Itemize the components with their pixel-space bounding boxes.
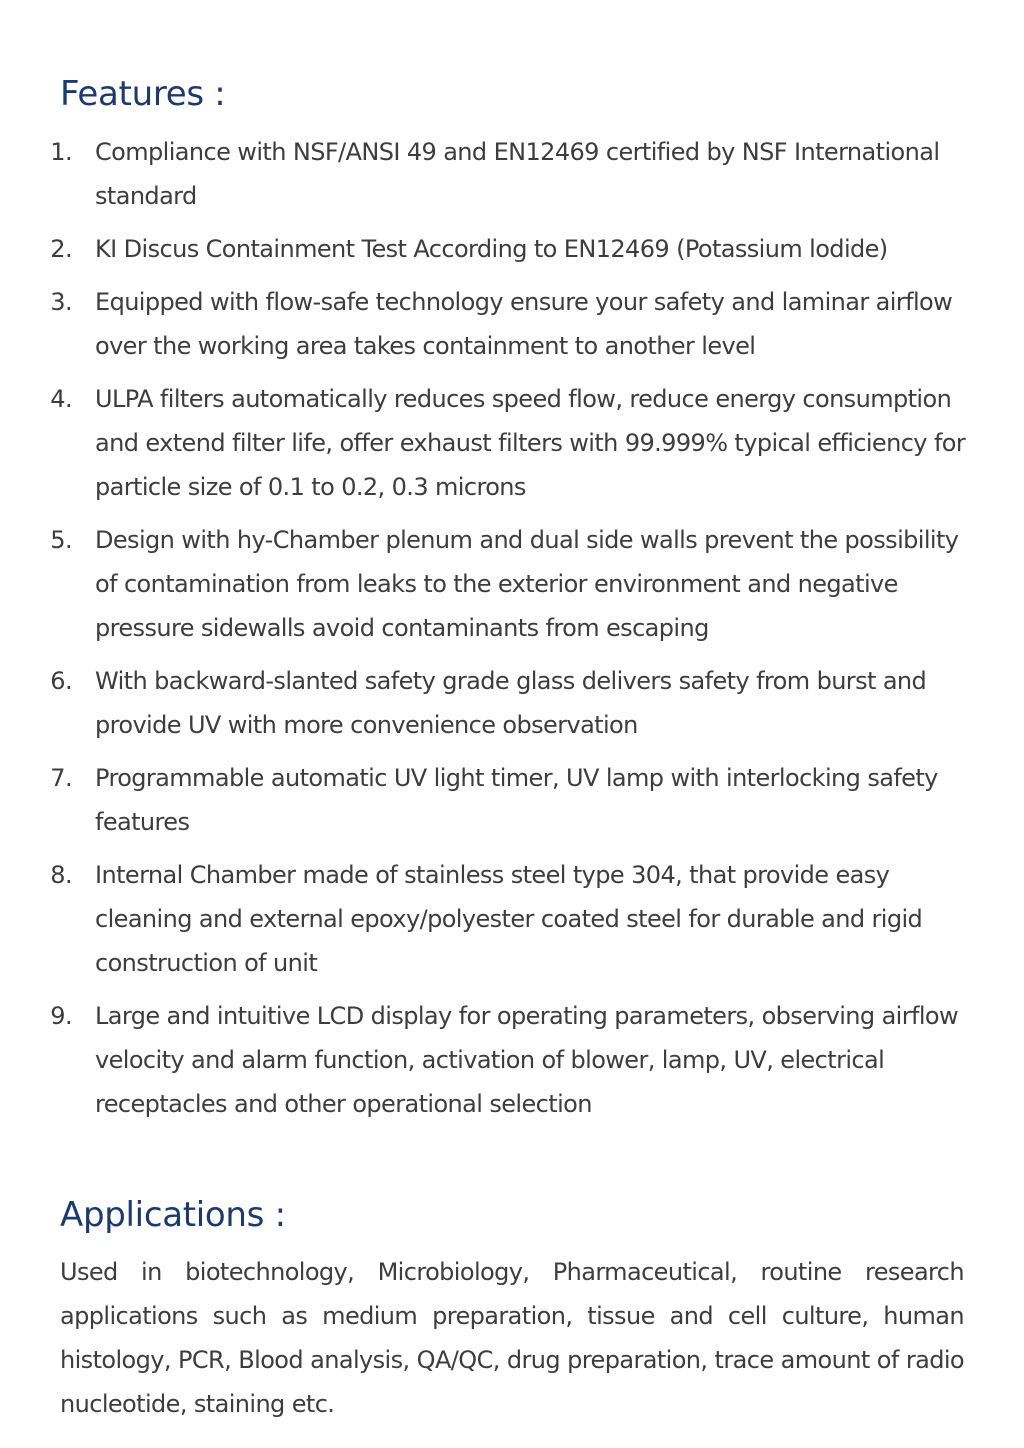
feature-number: 2. <box>50 235 72 263</box>
feature-item-2 <box>0 227 1024 271</box>
feature-text: With backward-slanted safety grade glass delivers safety from burst and provide UV with more convenience observation <box>95 667 927 739</box>
feature-item-6 <box>0 659 1024 747</box>
feature-item-7 <box>0 756 1024 844</box>
feature-text: Equipped with flow-safe technology ensure your safety and laminar airflow over the working area takes containment to another level <box>95 288 953 360</box>
feature-number: 7. <box>50 764 72 792</box>
feature-number: 8. <box>50 861 72 889</box>
feature-item-9 <box>0 994 1024 1126</box>
applications-paragraph: Used in biotechnology, Microbiology, Pharmaceutical, routine research applications such as medium preparation, tissue and cell culture, human histology, PCR, Blood analysis, QA/QC, drug preparation, trace amount of radio nucleotide, staining etc. <box>60 1258 964 1418</box>
feature-item-5 <box>0 518 1024 650</box>
feature-item-3 <box>0 280 1024 368</box>
feature-number: 6. <box>50 667 72 695</box>
feature-text: Internal Chamber made of stainless steel type 304, that provide easy cleaning and external epoxy/polyester coated steel for durable and rigid construction of unit <box>95 861 923 977</box>
features-heading: Features : <box>60 74 226 114</box>
feature-item-4 <box>0 377 1024 509</box>
feature-text: Programmable automatic UV light timer, UV lamp with interlocking safety features <box>95 764 938 836</box>
feature-text: KI Discus Containment Test According to EN12469 (Potassium lodide) <box>95 235 888 263</box>
feature-text: Compliance with NSF/ANSI 49 and EN12469 certified by NSF International standard <box>95 138 940 210</box>
feature-item-1 <box>0 130 1024 218</box>
feature-number: 5. <box>50 526 72 554</box>
feature-text: ULPA filters automatically reduces speed flow, reduce energy consumption and extend filter life, offer exhaust filters with 99.999% typical efficiency for particle size of 0.1 to 0.2, 0.3 microns <box>95 385 966 501</box>
applications-heading: Applications : <box>60 1195 286 1235</box>
feature-number: 3. <box>50 288 72 316</box>
feature-item-8 <box>0 853 1024 985</box>
feature-number: 4. <box>50 385 72 413</box>
feature-text: Design with hy-Chamber plenum and dual side walls prevent the possibility of contamination from leaks to the exterior environment and negative pressure sidewalls avoid contaminants from escaping <box>95 526 959 642</box>
feature-number: 9. <box>50 1002 72 1030</box>
features-list <box>0 130 1024 1135</box>
feature-number: 1. <box>50 138 72 166</box>
feature-text: Large and intuitive LCD display for operating parameters, observing airflow velocity and alarm function, activation of blower, lamp, UV, electrical receptacles and other operational selection <box>95 1002 959 1118</box>
